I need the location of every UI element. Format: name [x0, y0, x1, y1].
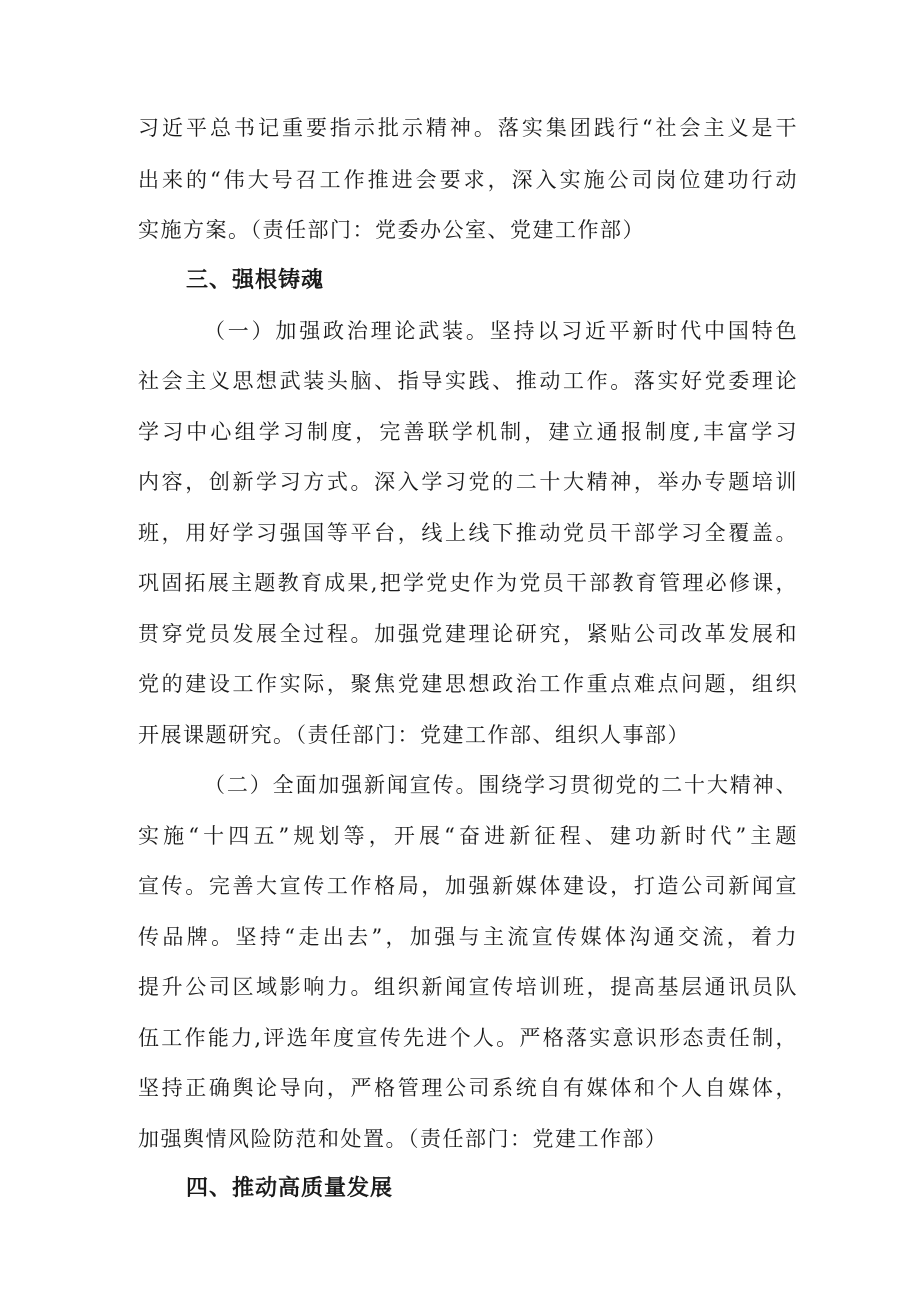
paragraph-line: （一）加强政治理论武装。坚持以习近平新时代中国特色 [204, 319, 798, 343]
paragraph-line: 实施方案。（责任部门：党委办公室、党建工作部） [138, 218, 645, 242]
paragraph-line: 习近平总书记重要指示批示精神。落实集团践行“社会主义是干 [138, 116, 798, 140]
paragraph-line: 巩固拓展主题教育成果,把学党史作为党员干部教育管理必修课， [138, 571, 798, 595]
paragraph-line: 班，用好学习强国等平台，线上线下推动党员干部学习全覆盖。 [138, 521, 798, 545]
paragraph-line: 出来的“伟大号召工作推进会要求，深入实施公司岗位建功行动 [138, 168, 798, 192]
paragraph-line: 学习中心组学习制度，完善联学机制，建立通报制度,丰富学习 [138, 420, 798, 444]
paragraph-line: 实施“十四五”规划等，开展“奋进新征程、建功新时代”主题 [138, 824, 798, 848]
paragraph-line: 加强舆情风险防范和处置。（责任部门：党建工作部） [138, 1127, 668, 1151]
paragraph-line: 社会主义思想武装头脑、指导实践、推动工作。落实好党委理论 [138, 369, 798, 393]
paragraph-line: 贯穿党员发展全过程。加强党建理论研究，紧贴公司改革发展和 [138, 622, 798, 646]
paragraph-line: 伍工作能力,评选年度宣传先进个人。严格落实意识形态责任制， [138, 1026, 798, 1050]
paragraph-line: 提升公司区域影响力。组织新闻宣传培训班，提高基层通讯员队 [138, 975, 798, 999]
paragraph-line: 宣传。完善大宣传工作格局，加强新媒体建设，打造公司新闻宣 [138, 874, 798, 898]
paragraph-line: 内容，创新学习方式。深入学习党的二十大精神，举办专题培训 [138, 470, 798, 494]
section-heading-four: 四、推动高质量发展 [186, 1176, 394, 1201]
section-heading-three: 三、强根铸魂 [186, 268, 325, 293]
paragraph-line: 传品牌。坚持“走出去”，加强与主流宣传媒体沟通交流，着力 [138, 925, 798, 949]
paragraph-line: 开展课题研究。（责任部门：党建工作部、组织人事部） [138, 723, 690, 747]
paragraph-line: 党的建设工作实际，聚焦党建思想政治工作重点难点问题，组织 [138, 672, 798, 696]
paragraph-line: （二）全面加强新闻宣传。围绕学习贯彻党的二十大精神、 [204, 773, 798, 797]
paragraph-line: 坚持正确舆论导向，严格管理公司系统自有媒体和个人自媒体， [138, 1076, 798, 1100]
